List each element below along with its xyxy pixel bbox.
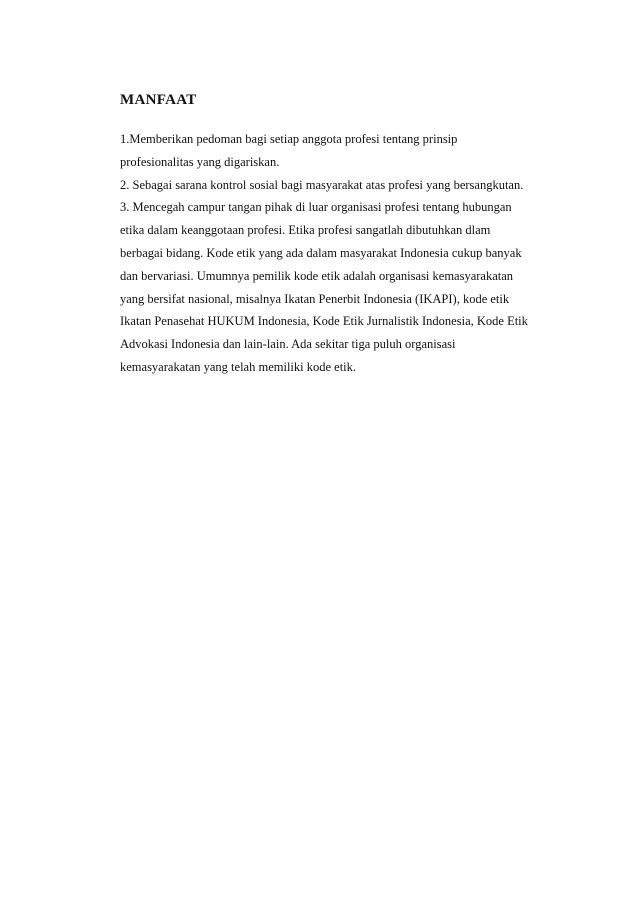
document-body	[120, 89, 560, 379]
text-line: Ikatan Penasehat HUKUM Indonesia, Kode Etik Jurnalistik Indonesia, Kode Etik	[120, 314, 528, 329]
text-line: Advokasi Indonesia dan lain-lain. Ada sekitar tiga puluh organisasi	[120, 337, 456, 352]
text-line: etika dalam keanggotaan profesi. Etika profesi sangatlah dibutuhkan dlam	[120, 223, 491, 238]
text-line: kemasyarakatan yang telah memiliki kode etik.	[120, 359, 357, 374]
text-line: 2. Sebagai sarana kontrol sosial bagi masyarakat atas profesi yang bersangkutan.	[120, 177, 524, 192]
text-line: 3. Mencegah campur tangan pihak di luar organisasi profesi tentang hubungan	[120, 200, 512, 215]
text-line: yang bersifat nasional, misalnya Ikatan Penerbit Indonesia (IKAPI), kode etik	[120, 291, 510, 306]
text-line: berbagai bidang. Kode etik yang ada dalam masyarakat Indonesia cukup banyak	[120, 245, 522, 260]
text-line: 1.Memberikan pedoman bagi setiap anggota profesi tentang prinsip	[120, 132, 458, 146]
text-line: profesionalitas yang digariskan.	[120, 154, 280, 169]
section-heading: MANFAAT	[120, 92, 197, 108]
text-line: dan bervariasi. Umumnya pemilik kode etik adalah organisasi kemasyarakatan	[120, 268, 514, 283]
